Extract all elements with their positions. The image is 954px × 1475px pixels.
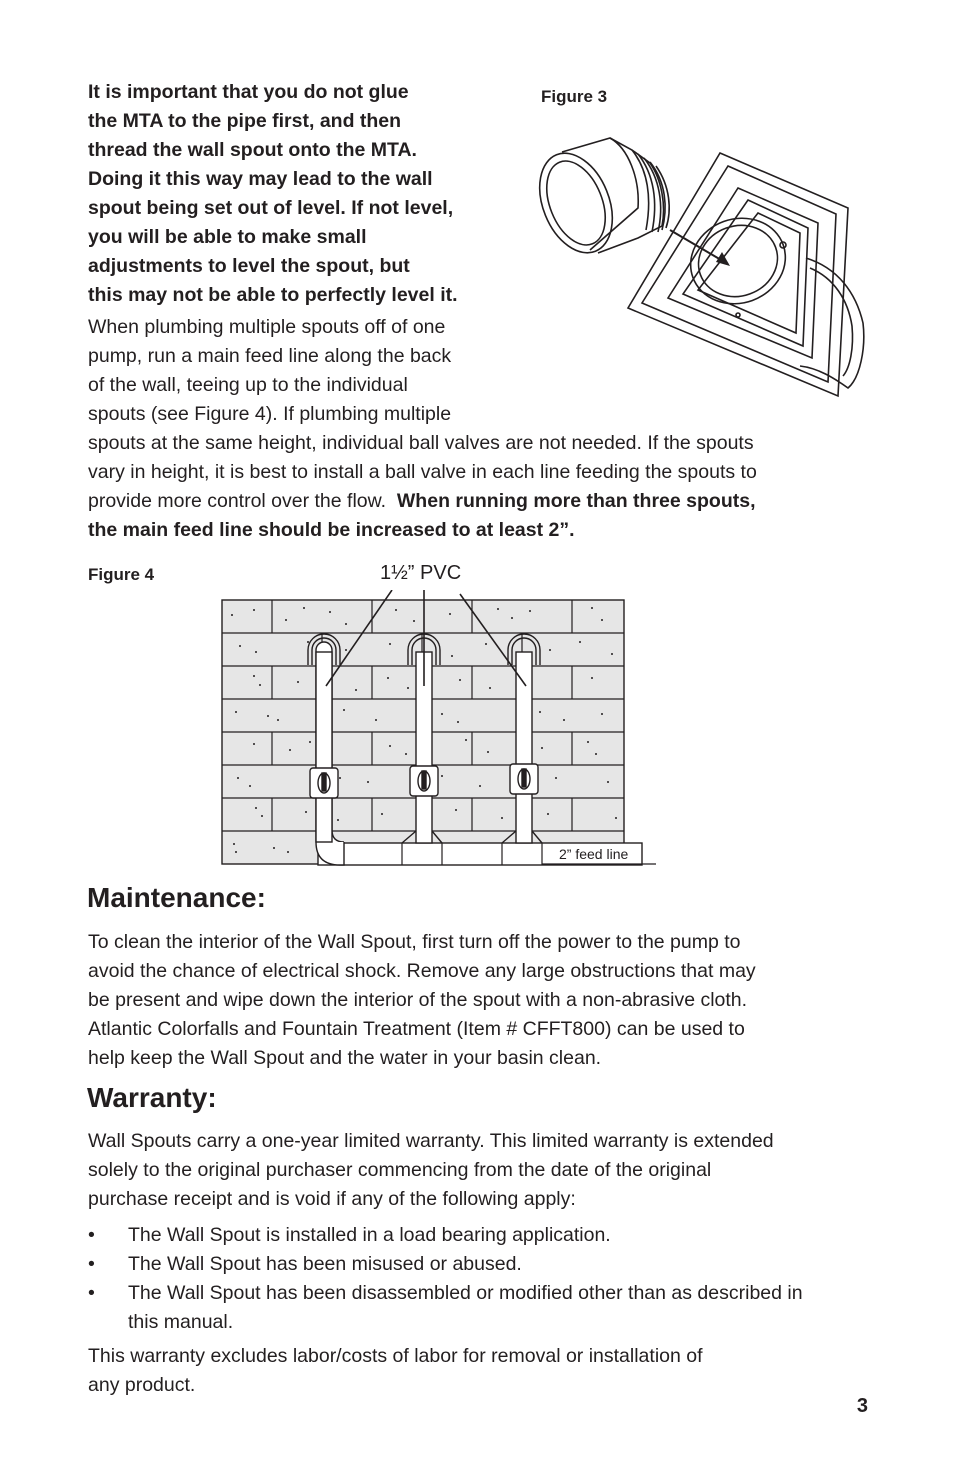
warning-line: you will be able to make small <box>88 226 367 248</box>
maintenance-line: help keep the Wall Spout and the water in your basin clean. <box>88 1047 602 1069</box>
list-item <box>88 1250 868 1279</box>
plumbing-line-mixed <box>88 487 868 516</box>
bullet-symbol: • <box>88 1253 95 1275</box>
installation-warning <box>88 78 518 310</box>
warning-line: thread the wall spout onto the MTA. <box>88 139 417 161</box>
warning-line: the MTA to the pipe first, and then <box>88 110 402 132</box>
maintenance-line: Atlantic Colorfalls and Fountain Treatment (Item # CFFT800) can be used to <box>88 1018 745 1040</box>
warranty-exclusion <box>88 1342 878 1400</box>
maintenance-paragraph <box>88 928 878 1073</box>
maintenance-line: avoid the chance of electrical shock. Remove any large obstructions that may <box>88 960 756 982</box>
warranty-conditions-list <box>88 1221 868 1337</box>
list-item <box>88 1221 868 1250</box>
warning-line: spout being set out of level. If not level, <box>88 197 454 219</box>
maintenance-line: To clean the interior of the Wall Spout, first turn off the power to the pump to <box>88 931 741 953</box>
plumbing-paragraph <box>88 313 518 429</box>
warranty-heading: Warranty: <box>87 1082 217 1113</box>
warranty-line: solely to the original purchaser commencing from the date of the original <box>88 1159 712 1181</box>
plumbing-line-bold: When running more than three spouts, <box>396 490 756 512</box>
warning-line: Doing it this way may lead to the wall <box>88 168 433 190</box>
warning-line: adjustments to level the spout, but <box>88 255 410 277</box>
plumbing-bold-final: the main feed line should be increased to at least 2”. <box>88 519 575 541</box>
plumbing-line: of the wall, teeing up to the individual <box>88 374 408 396</box>
bullet-symbol: • <box>88 1282 95 1304</box>
exclusion-line: any product. <box>88 1374 196 1396</box>
pvc-label: 1½” PVC <box>380 562 462 584</box>
plumbing-paragraph-continued <box>88 429 868 545</box>
figure-3-label: Figure 3 <box>541 87 608 106</box>
maintenance-heading: Maintenance: <box>87 882 266 913</box>
warranty-line: Wall Spouts carry a one-year limited warranty. This limited warranty is extended <box>88 1130 774 1152</box>
maintenance-line: be present and wipe down the interior of the spout with a non-abrasive cloth. <box>88 989 748 1011</box>
figure-4-illustration <box>220 590 660 870</box>
exclusion-line: This warranty excludes labor/costs of labor for removal or installation of <box>88 1345 703 1367</box>
bullet-symbol: • <box>88 1224 95 1246</box>
warning-line: this may not be able to perfectly level it. <box>88 284 458 306</box>
warning-line: It is important that you do not glue <box>88 81 409 103</box>
plumbing-line: vary in height, it is best to install a ball valve in each line feeding the spouts to <box>88 461 757 483</box>
plumbing-line: pump, run a main feed line along the back <box>88 345 452 367</box>
feed-line-label: 2” feed line <box>559 846 629 862</box>
figure-4-label: Figure 4 <box>88 565 155 584</box>
page-number: 3 <box>856 1395 868 1417</box>
list-item-text: The Wall Spout is installed in a load bearing application. <box>128 1224 611 1246</box>
plumbing-line: spouts at the same height, individual ball valves are not needed. If the spouts <box>88 432 754 454</box>
plumbing-line-regular: provide more control over the flow. <box>88 490 397 512</box>
plumbing-line: When plumbing multiple spouts off of one <box>88 316 446 338</box>
warranty-line: purchase receipt and is void if any of the following apply: <box>88 1188 576 1210</box>
warranty-paragraph <box>88 1127 878 1214</box>
list-item <box>88 1279 808 1337</box>
list-item-text: The Wall Spout has been misused or abused. <box>128 1253 522 1275</box>
plumbing-line: spouts (see Figure 4). If plumbing multiple <box>88 403 452 425</box>
figure-3-illustration <box>538 118 868 403</box>
list-item-text: The Wall Spout has been disassembled or modified other than as described in this manual. <box>128 1282 803 1333</box>
